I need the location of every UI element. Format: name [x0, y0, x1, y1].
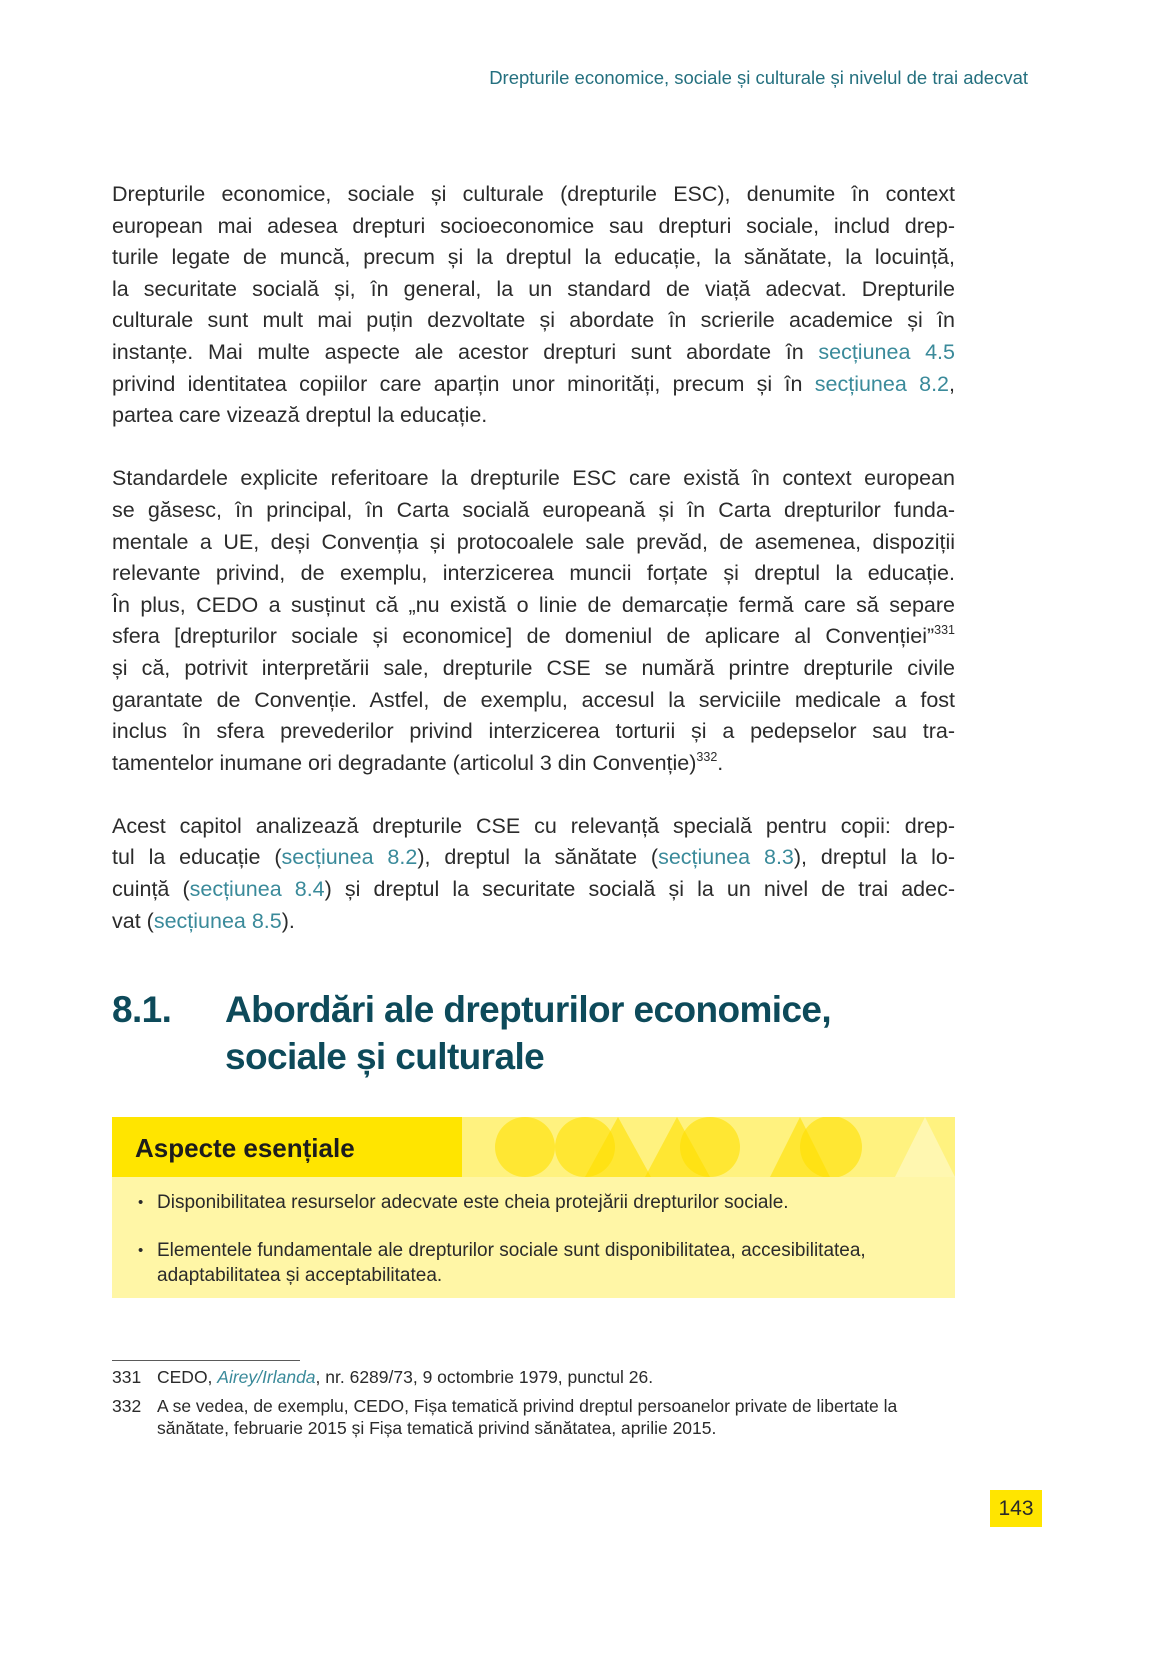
- footnote-separator: [112, 1360, 300, 1361]
- text-span: Drepturile economice, sociale și culturale (drepturile ESC), denumite în context: [112, 182, 955, 206]
- text-line: [112, 685, 955, 717]
- key-point-text: Elementele fundamentale ale drepturilor sociale sunt disponibilitatea, accesibilitatea, adaptabilitatea și acceptabilitatea.: [157, 1240, 866, 1286]
- text-span: .: [717, 750, 724, 775]
- paragraph: [112, 463, 955, 779]
- text-line: [112, 906, 955, 938]
- text-span: se găsesc, în principal, în Carta socială europeană și în Carta drepturilor funda-: [112, 497, 955, 522]
- text-line: [112, 527, 955, 559]
- footnote-text-span: CEDO,: [157, 1367, 218, 1387]
- footnote-text: [157, 1366, 948, 1388]
- text-span: tul la educație (: [112, 845, 282, 870]
- section-link[interactable]: secțiunea 8.2: [281, 845, 418, 870]
- text-line: [112, 716, 955, 748]
- text-line: [112, 463, 955, 495]
- text-line: [112, 242, 955, 274]
- text-span: partea care vizează dreptul la educație.: [112, 403, 488, 428]
- footnote-text-span: , nr. 6289/73, 9 octombrie 1979, punctul 26.: [315, 1367, 654, 1387]
- text-span: ,: [949, 371, 955, 396]
- text-line: [112, 369, 955, 401]
- footnotes: [112, 1366, 948, 1446]
- text-span: privind identitatea copiilor care aparțin unor minorități, precum și în: [112, 371, 815, 396]
- section-title-line: Abordări ale drepturilor economice,: [225, 989, 832, 1030]
- text-span: la securitate socială și, în general, la un standard de viață adecvat. Drepturile: [112, 276, 955, 301]
- text-line: [112, 621, 955, 653]
- text-span: vat (: [112, 908, 154, 933]
- footnote-text: A se vedea, de exemplu, CEDO, Fișa tematică privind dreptul persoanelor private de libertate la sănătate, februarie 2015 și Fișa tematică privind sănătatea, aprilie 2015.: [157, 1396, 898, 1438]
- text-span: ), dreptul la sănătate (: [417, 845, 659, 870]
- key-point-text: Disponibilitatea resurselor adecvate este cheia protejării drepturilor sociale.: [157, 1192, 789, 1213]
- key-points-box: [112, 1117, 955, 1298]
- key-points-header: [112, 1117, 955, 1177]
- text-span: culturale sunt mult mai puțin dezvoltate și abordate în scrierile academice și în: [112, 308, 955, 333]
- decorative-shapes: [462, 1117, 955, 1177]
- text-line: [112, 653, 955, 685]
- section-link[interactable]: secțiunea 8.4: [189, 877, 325, 902]
- footnote: [112, 1366, 948, 1388]
- text-line: [112, 274, 955, 306]
- section-link[interactable]: secțiunea 8.5: [153, 908, 282, 933]
- text-span: sfera [drepturilor sociale și economice] de domeniul de aplicare al Convenției”: [112, 624, 935, 649]
- text-span: Standardele explicite referitoare la drepturile ESC care există în context european: [112, 466, 955, 491]
- text-line: [112, 179, 955, 211]
- text-line: [112, 874, 955, 906]
- text-span: tamentelor inumane ori degradante (articolul 3 din Convenție): [112, 750, 697, 775]
- case-link[interactable]: Airey/Irlanda: [217, 1367, 316, 1387]
- bullet-marker: •: [138, 1194, 144, 1211]
- text-span: ), dreptul la lo-: [793, 845, 956, 870]
- text-line: [112, 811, 955, 843]
- text-span: instanțe. Mai multe aspecte ale acestor drepturi sunt abordate în: [112, 339, 819, 364]
- text-line: [112, 590, 955, 622]
- text-line: [112, 400, 955, 432]
- key-points-list: [112, 1177, 955, 1288]
- text-line: [112, 842, 955, 874]
- text-line: [112, 748, 955, 780]
- footnote-number: 332: [112, 1396, 142, 1416]
- decor-circle: [680, 1117, 740, 1177]
- section-link[interactable]: secțiunea 8.3: [658, 845, 794, 870]
- text-span: turile legate de muncă, precum și la dreptul la educație, la sănătate, la locuință,: [112, 245, 955, 270]
- footnote-ref: 332: [696, 749, 718, 764]
- section-link[interactable]: secțiunea 4.5: [818, 339, 955, 364]
- text-span: ).: [281, 908, 295, 933]
- footnote-ref: 331: [934, 623, 955, 638]
- text-line: [112, 211, 955, 243]
- section-number: 8.1.: [112, 989, 172, 1030]
- text-span: european mai adesea drepturi socioeconomice sau drepturi sociale, includ drep-: [112, 213, 955, 238]
- text-line: [112, 337, 955, 369]
- key-points-title: Aspecte esențiale: [135, 1133, 355, 1163]
- text-span: Acest capitol analizează drepturile CSE cu relevanță specială pentru copii: drep-: [112, 813, 955, 838]
- key-point-item: [138, 1238, 931, 1288]
- paragraph: [112, 811, 955, 937]
- text-span: inclus în sfera prevederilor privind interzicerea torturii și a pedepselor sau tra-: [112, 719, 955, 744]
- decor-circle: [800, 1117, 862, 1177]
- key-point-item: [138, 1190, 931, 1215]
- text-line: [112, 305, 955, 337]
- text-line: [112, 558, 955, 590]
- page-number: 143: [990, 1490, 1042, 1527]
- bullet-marker: •: [138, 1242, 144, 1259]
- text-span: cuință (: [112, 877, 190, 902]
- text-span: garantate de Convenție. Astfel, de exemplu, accesul la serviciile medicale a fost: [112, 687, 955, 712]
- section-title-line: sociale și culturale: [225, 1036, 545, 1077]
- body-text: [112, 179, 955, 969]
- paragraph: [112, 179, 955, 432]
- text-span: relevante privind, de exemplu, interzicerea muncii forțate și dreptul la educație.: [112, 561, 955, 586]
- text-span: mentale a UE, deși Convenția și protocoalele sale prevăd, de asemenea, dispoziții: [112, 529, 955, 554]
- text-line: [112, 495, 955, 527]
- running-title: Drepturile economice, sociale și culturale și nivelul de trai adecvat: [489, 67, 1028, 88]
- footnote: [112, 1395, 948, 1439]
- footnote-number: 331: [112, 1367, 142, 1387]
- section-title: [225, 986, 831, 1080]
- text-span: În plus, CEDO a susținut că „nu există o linie de demarcație fermă care să separe: [112, 592, 955, 617]
- text-span: ) și dreptul la securitate socială și la un nivel de trai adec-: [324, 877, 955, 902]
- section-link[interactable]: secțiunea 8.2: [814, 371, 950, 396]
- text-span: și că, potrivit interpretării sale, drepturile CSE se numără printre drepturile civile: [112, 655, 955, 680]
- decor-circle: [495, 1117, 555, 1177]
